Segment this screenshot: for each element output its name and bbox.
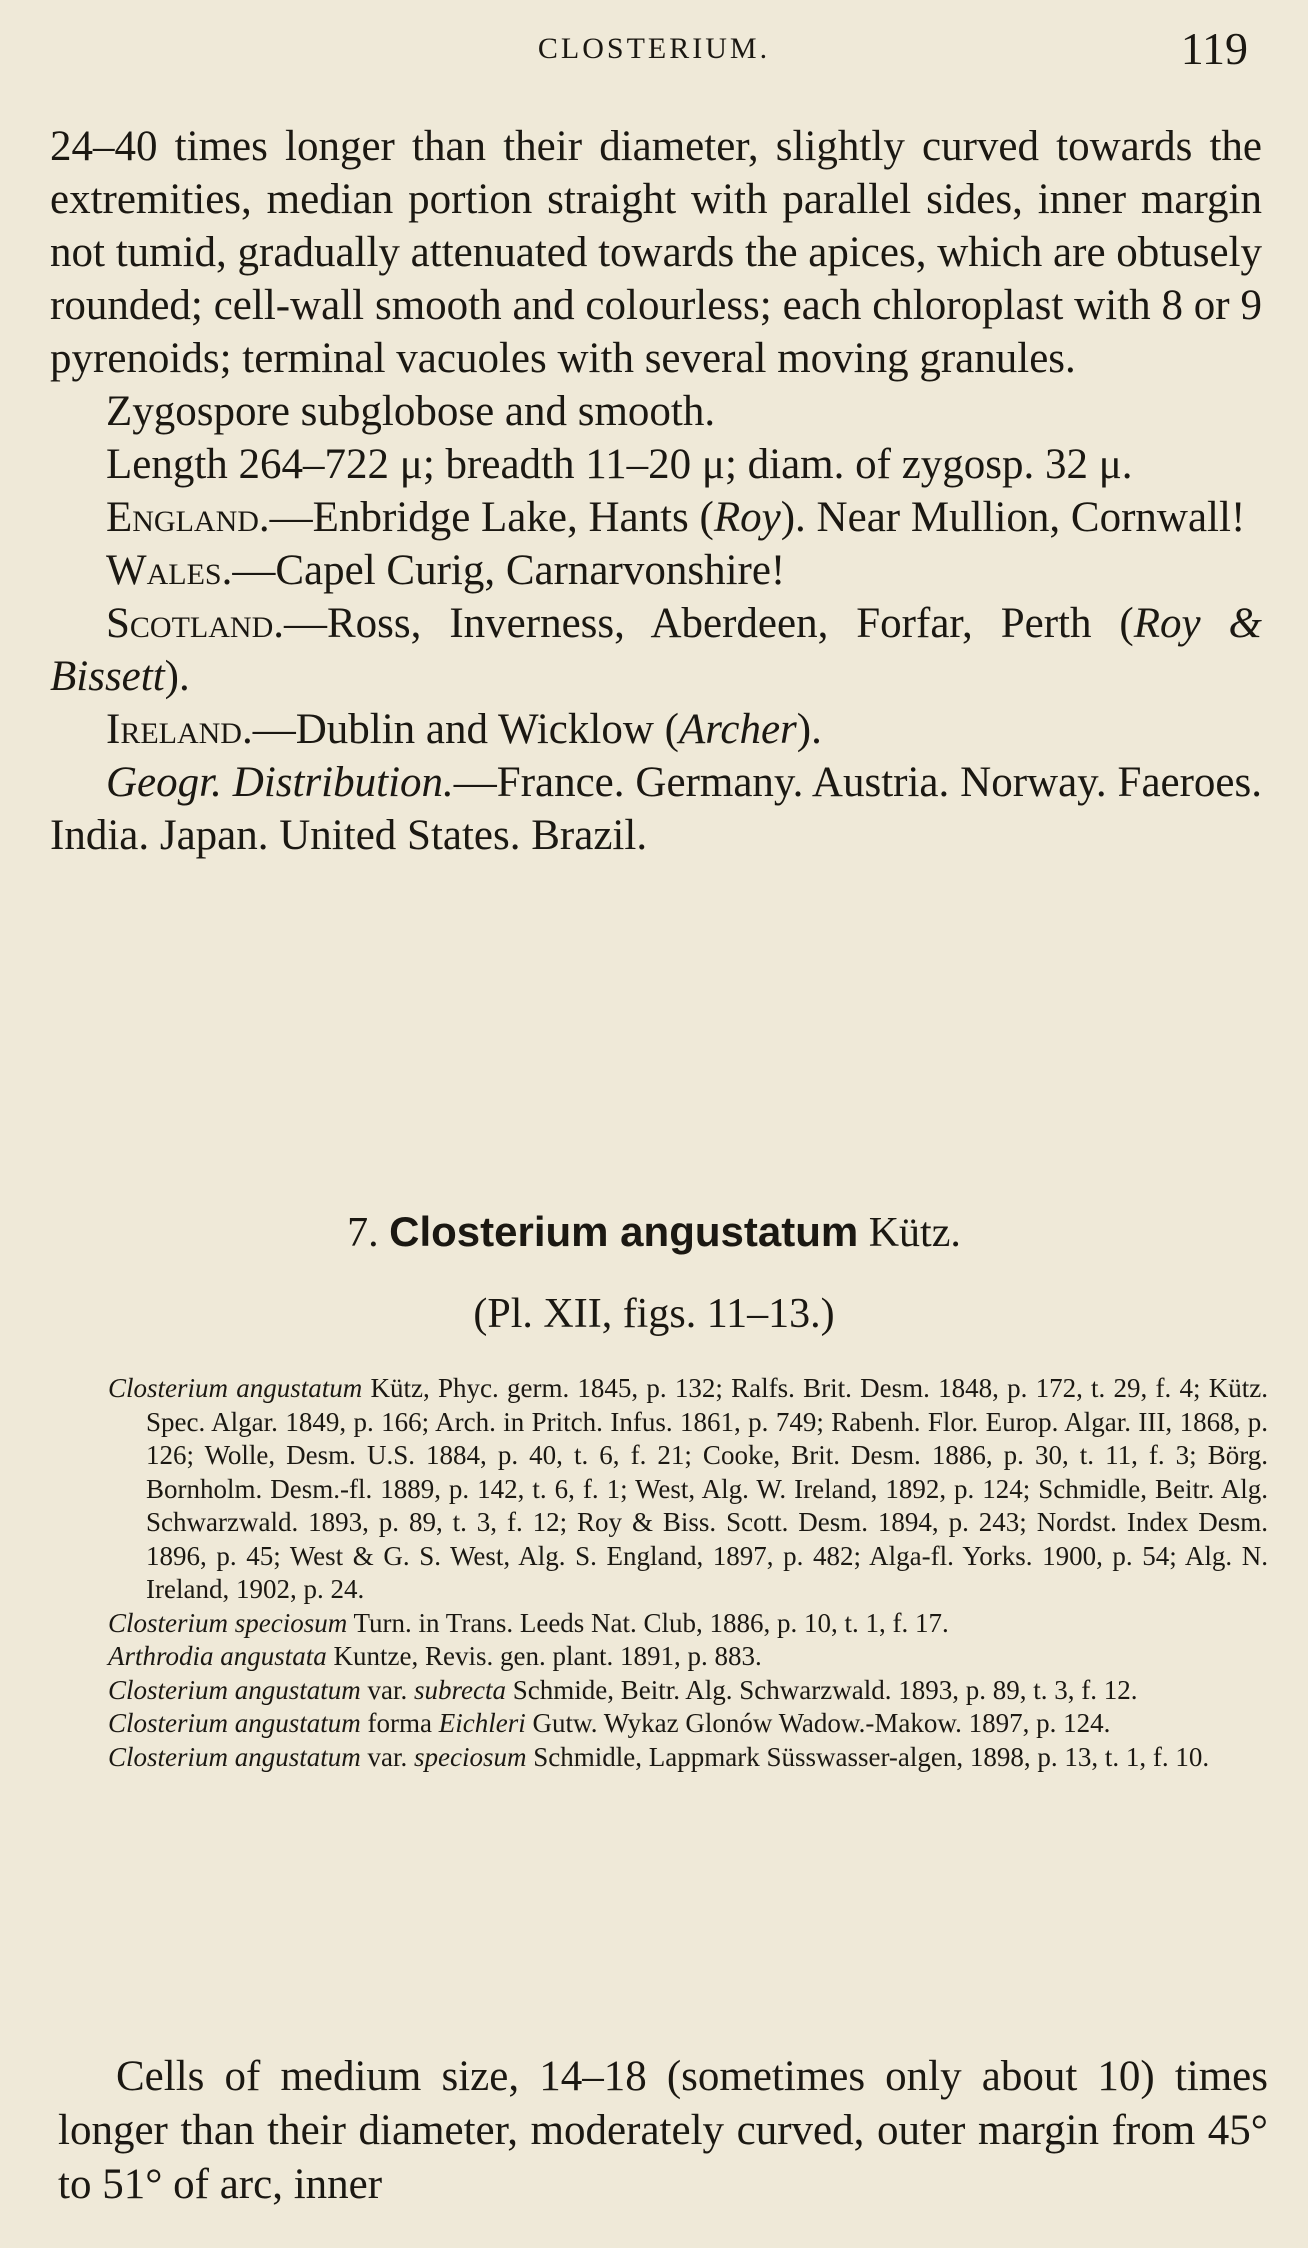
- synonym-entry: Closterium angustatum var. subrecta Schmide, Beitr. Alg. Schwarzwald. 1893, p. 89, t. 3, f. 12.: [108, 1674, 1138, 1705]
- description-continued: [50, 120, 1262, 862]
- species-heading: [0, 1208, 1308, 1257]
- locality-label: Ireland.: [106, 706, 253, 753]
- zygospore-text: Zygospore subglobose and smooth.: [106, 388, 716, 435]
- authority: Archer: [678, 706, 797, 753]
- synonym-entry: Closterium angustatum var. speciosum Schmidle, Lappmark Süsswasser-algen, 1898, p. 13, t. 1, f. 10.: [108, 1741, 1210, 1772]
- synonym-entry: Closterium angustatum Kütz, Phyc. germ. 1845, p. 132; Ralfs. Brit. Desm. 1848, p. 172, t. 29, f. 4; Kütz. Spec. Algar. 1849, p. 166; Arch. in Pritch. Infus. 1861, p. 749; Rabenh. Flor. Europ. Algar. III, 1868, p. 126; Wolle, Desm. U.S. 1884, p. 40, t. 6, f. 21; Cooke, Brit. Desm. 1886, p. 30, t. 11, f. 3; Börg. Bornholm. Desm.-fl. 1889, p. 142, t. 6, f. 1; West, Alg. W. Ireland, 1892, p. 124; Schmidle, Beitr. Alg. Schwarzwald. 1893, p. 89, t. 3, f. 12; Roy & Biss. Scott. Desm. 1894, p. 243; Nordst. Index Desm. 1896, p. 45; West & G. S. West, Alg. S. England, 1897, p. 482; Alga-fl. Yorks. 1900, p. 54; Alg. N. Ireland, 1902, p. 24.: [108, 1373, 1268, 1604]
- synonymy-list: [108, 1372, 1268, 1774]
- species-number: 7.: [347, 1210, 379, 1256]
- description-text: Cells of medium size, 14–18 (sometimes only about 10) times longer than their diameter, moderately curved, outer margin from 45° to 51° of arc, inner: [58, 2053, 1268, 2208]
- synonym-entry: Closterium speciosum Turn. in Trans. Leeds Nat. Club, 1886, p. 10, t. 1, f. 17.: [108, 1607, 949, 1638]
- locality-wales: Wales.—Capel Curig, Carnarvonshire!: [106, 547, 786, 594]
- locality-england: England.—Enbridge Lake, Hants (Roy). Near Mullion, Cornwall!: [106, 494, 1246, 541]
- distribution-label: Geogr. Distribution.: [106, 759, 454, 806]
- page-header: [50, 22, 1258, 82]
- species-author: Kütz.: [868, 1210, 961, 1256]
- plate-reference: (Pl. XII, figs. 11–13.): [473, 1291, 835, 1337]
- running-title: CLOSTERIUM.: [537, 32, 771, 65]
- measurements-text: Length 264–722 μ; breadth 11–20 μ; diam. of zygosp. 32 μ.: [106, 441, 1133, 488]
- authority: Roy: [713, 494, 781, 541]
- locality-scotland: Scotland.—Ross, Inverness, Aberdeen, Forfar, Perth (Roy & Bissett).: [50, 600, 1262, 700]
- locality-label: England.: [106, 494, 270, 541]
- species-description: [58, 2050, 1268, 2212]
- locality-label: Wales.: [106, 547, 233, 594]
- description-text: 24–40 times longer than their diameter, slightly curved towards the extremities, median portion straight with parallel sides, inner margin not tumid, gradually attenuated towards the apices, which are obtusely rounded; cell-wall smooth and colourless; each chloroplast with 8 or 9 pyrenoids; terminal vacuoles with several moving granules.: [50, 123, 1262, 382]
- species-name: Closterium angustatum: [389, 1208, 859, 1255]
- locality-ireland: Ireland.—Dublin and Wicklow (Archer).: [106, 706, 822, 753]
- authority: Roy & Bissett: [50, 600, 1262, 700]
- locality-label: Scotland.: [106, 600, 284, 647]
- page-number: 119: [1180, 23, 1248, 74]
- geographic-distribution: Geogr. Distribution.—France. Germany. Austria. Norway. Faeroes. India. Japan. United States. Brazil.: [50, 759, 1262, 859]
- synonym-entry: Closterium angustatum forma Eichleri Gutw. Wykaz Glonów Wadow.-Makow. 1897, p. 124.: [108, 1708, 1111, 1738]
- synonym-entry: Arthrodia angustata Kuntze, Revis. gen. plant. 1891, p. 883.: [108, 1641, 762, 1671]
